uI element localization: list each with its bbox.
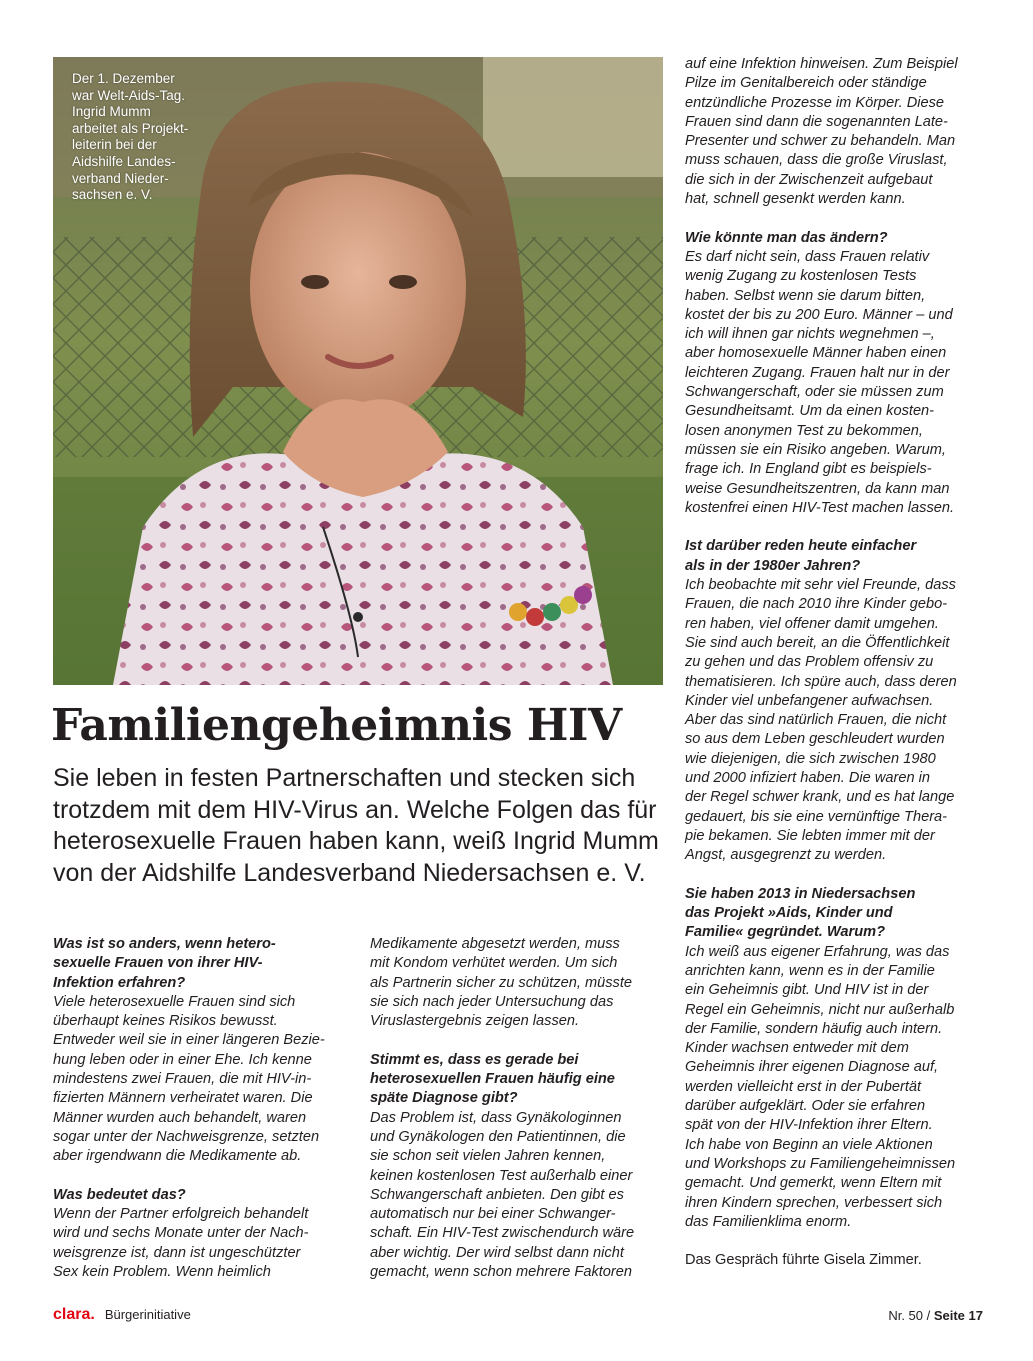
- interview-answer-line: werden vielleicht erst in der Pubertät: [685, 1078, 922, 1095]
- article-column-3: [685, 55, 985, 1271]
- interview-answer-line: hung leben oder in einer Ehe. Ich kenne: [53, 1051, 312, 1068]
- interview-answer-line: überhaupt keines Risikos bewusst.: [53, 1013, 278, 1030]
- interview-answer-line: leichteren Zugang. Frauen halt nur in der: [685, 364, 950, 381]
- interview-answer-line: Aber das sind natürlich Frauen, die nicht: [685, 712, 947, 729]
- caption-line: Ingrid Mumm: [72, 104, 151, 120]
- article-lede: [53, 763, 673, 889]
- interview-answer-line: die sich in der Zwischenzeit aufgebaut: [685, 171, 933, 188]
- interview-answer-line: wenig Zugang zu kostenlosen Tests: [685, 268, 917, 285]
- interview-answer-line: Gesundheitsamt. Um da einen kosten-: [685, 403, 935, 420]
- interview-answer-line: ein Geheimnis gibt. Und HIV ist in der: [685, 982, 929, 999]
- interview-answer-line: weise Gesundheitszentren, da kann man: [685, 480, 950, 497]
- interview-answer-line: darüber aufgeklärt. Oder sie erfahren: [685, 1098, 926, 1115]
- interview-answer-line: der Regel schwer krank, und es hat lange: [685, 789, 955, 806]
- interview-answer-line: Wenn der Partner erfolgreich behandelt: [53, 1206, 309, 1223]
- interview-answer-line: und 2000 infiziert haben. Die waren in: [685, 769, 931, 786]
- interview-question-line: Familie« gegründet. Warum?: [685, 924, 886, 941]
- interview-answer-line: Regel ein Geheimnis, nicht nur außerhalb: [685, 1001, 955, 1018]
- page-label: Seite 17: [933, 1308, 983, 1323]
- interview-answer-line: keinen kostenlosen Test außerhalb einer: [370, 1167, 633, 1184]
- interview-question-line: Wie könnte man das ändern?: [685, 229, 888, 246]
- interview-answer-line: Entweder weil sie in einer längeren Bezie-: [53, 1032, 325, 1049]
- interview-answer-line: Kinder wachsen entweder mit dem: [685, 1040, 909, 1057]
- interview-question-line: Infektion erfahren?: [53, 974, 186, 991]
- interview-answer-line: Viele heterosexuelle Frauen sind sich: [53, 993, 296, 1010]
- page-number: [888, 1308, 983, 1323]
- interview-answer-line: Männer wurden auch behandelt, waren: [53, 1109, 307, 1126]
- interview-answer-line: haben. Selbst wenn sie darum bitten,: [685, 287, 926, 304]
- caption-line: war Welt-Aids-Tag.: [72, 87, 186, 103]
- interview-answer-line: Ich weiß aus eigener Erfahrung, was das: [685, 943, 950, 960]
- issue-number: Nr. 50: [888, 1308, 923, 1323]
- caption-line: verband Nieder-: [72, 170, 169, 186]
- interview-answer-line: gemacht, wenn schon mehrere Faktoren: [370, 1264, 633, 1281]
- interview-answer-line: Geheimnis ihrer eigenen Diagnose auf,: [685, 1059, 939, 1076]
- interview-answer-line: schaft. Ein HIV-Test zwischendurch wäre: [370, 1225, 635, 1242]
- interview-answer-line: Angst, ausgegrenzt zu werden.: [685, 847, 887, 864]
- interview-question-line: sexuelle Frauen von ihrer HIV-: [53, 955, 263, 972]
- interview-answer-line: kostet der bis zu 200 Euro. Männer – und: [685, 306, 953, 323]
- interview-answer-line: müssen sie ein Risiko angeben. Warum,: [685, 441, 946, 458]
- interview-answer-line: Viruslastergebnis zeigen lassen.: [370, 1013, 580, 1030]
- interview-answer-line: das Familienklima enorm.: [685, 1213, 852, 1230]
- clara-logo: clara.: [53, 1306, 95, 1323]
- paragraph-spacer: [685, 1232, 985, 1251]
- interview-answer-line: spät von der HIV-Infektion ihrer Eltern.: [685, 1117, 933, 1134]
- caption-line: leiterin bei der: [72, 137, 157, 153]
- interview-question-line: späte Diagnose gibt?: [370, 1090, 518, 1107]
- lede-line: trotzdem mit dem HIV-Virus an. Welche Folgen das für: [53, 795, 657, 824]
- interview-answer-line: sie schon seit vielen Jahren kennen,: [370, 1148, 606, 1165]
- interview-answer-line: Schwangerschaft, oder sie müssen zum: [685, 384, 944, 401]
- paragraph-spacer: [370, 1031, 660, 1050]
- interview-question-line: heterosexuellen Frauen häufig eine: [370, 1071, 615, 1088]
- article-column-2: [370, 935, 660, 1282]
- interview-answer-line: Das Problem ist, dass Gynäkologinnen: [370, 1109, 622, 1126]
- interview-question-line: Was bedeutet das?: [53, 1186, 186, 1203]
- interview-answer-line: pie bekamen. Sie lebten immer mit der: [685, 827, 935, 844]
- interview-answer-line: muss schauen, dass die große Viruslast,: [685, 152, 948, 169]
- interview-answer-line: Kinder viel unbefangener aufwachsen.: [685, 692, 934, 709]
- photo-caption: [72, 71, 222, 204]
- interview-answer-line: losen anonymen Test zu bekommen,: [685, 422, 923, 439]
- paragraph-spacer: [685, 518, 985, 537]
- interview-answer-line: sogar unter der Nachweisgrenze, setzten: [53, 1128, 320, 1145]
- interview-answer-line: Sex kein Problem. Wenn heimlich: [53, 1264, 271, 1281]
- caption-line: Aidshilfe Landes-: [72, 153, 176, 169]
- article-column-1: [53, 935, 343, 1282]
- interview-answer-line: Schwangerschaft anbieten. Den gibt es: [370, 1186, 624, 1203]
- interview-answer-line: als Partnerin sicher zu schützen, müsste: [370, 974, 632, 991]
- interview-answer-line: mit Kondom verhütet werden. Um sich: [370, 955, 618, 972]
- interview-answer-line: und Workshops zu Familiengeheimnissen: [685, 1155, 956, 1172]
- interview-answer-line: automatisch nur bei einer Schwanger-: [370, 1206, 616, 1223]
- interview-answer-line: hat, schnell gesenkt werden kann.: [685, 191, 906, 208]
- portrait-photo: [53, 57, 663, 685]
- interview-question-line: Was ist so anders, wenn hetero-: [53, 936, 276, 952]
- interview-answer-line: gemacht. Und gemerkt, wenn Eltern mit: [685, 1175, 942, 1192]
- interview-answer-line: thematisieren. Ich spüre auch, dass deren: [685, 673, 957, 690]
- lede-line: Sie leben in festen Partnerschaften und stecken sich: [53, 764, 636, 792]
- interview-answer-line: Presenter und schwer zu behandeln. Man: [685, 133, 956, 150]
- interview-answer-line: wie diejenigen, die sich zwischen 1980: [685, 750, 936, 767]
- interview-answer-line: mindestens zwei Frauen, die mit HIV-in-: [53, 1071, 312, 1088]
- interview-answer-line: aber homosexuelle Männer haben einen: [685, 345, 947, 362]
- interview-question-line: Stimmt es, dass es gerade bei: [370, 1051, 579, 1068]
- lede-line: von der Aidshilfe Landesverband Niedersachsen e. V.: [53, 858, 646, 887]
- paragraph-spacer: [685, 865, 985, 884]
- interview-answer-line: ren haben, viel offener damit umgehen.: [685, 615, 939, 632]
- interview-answer-line: so aus dem Leben geschleudert wurden: [685, 731, 945, 748]
- interview-question-line: Sie haben 2013 in Niedersachsen: [685, 885, 916, 902]
- interview-answer-line: Ich beobachte mit sehr viel Freunde, dass: [685, 577, 956, 594]
- interview-answer-line: Sie sind auch bereit, an die Öffentlichkeit: [685, 634, 950, 651]
- section-label: Bürgerinitiative: [104, 1307, 191, 1322]
- interview-answer-line: und Gynäkologen den Patientinnen, die: [370, 1128, 626, 1145]
- interview-answer-line: der Familie, sondern häufig auch intern.: [685, 1020, 943, 1037]
- interview-answer-line: fizierten Männern verheiratet waren. Die: [53, 1090, 313, 1107]
- caption-line: arbeitet als Projekt-: [72, 120, 189, 136]
- interview-answer-line: weisgrenze ist, dann ist ungeschützter: [53, 1244, 301, 1261]
- interview-answer-line: anrichten kann, wenn es in der Familie: [685, 962, 935, 979]
- interview-answer-line: sie sich nach jeder Untersuchung das: [370, 993, 614, 1010]
- interview-answer-line: auf eine Infektion hinweisen. Zum Beispiel: [685, 56, 958, 72]
- page-separator: /: [923, 1308, 934, 1323]
- interview-question-line: Ist darüber reden heute einfacher: [685, 538, 917, 555]
- interview-answer-line: entzündliche Prozesse im Körper. Diese: [685, 94, 945, 111]
- paragraph-spacer: [53, 1167, 343, 1186]
- interview-answer-line: kostenfrei einen HIV-Test machen lassen.: [685, 499, 955, 516]
- interview-answer-line: Frauen sind dann die sogenannten Late-: [685, 113, 948, 130]
- article-title: Familiengeheimnis HIV: [51, 700, 622, 751]
- interview-answer-line: ihren Kindern sprechen, verbessert sich: [685, 1194, 943, 1211]
- caption-line: sachsen e. V.: [72, 187, 153, 203]
- interview-answer-line: Medikamente abgesetzt werden, muss: [370, 936, 620, 952]
- interview-answer-line: ich will ihnen gar nichts wegnehmen –,: [685, 326, 935, 343]
- caption-line: Der 1. Dezember: [72, 71, 175, 86]
- interview-question-line: das Projekt »Aids, Kinder und: [685, 905, 893, 922]
- footer-branding: [53, 1306, 191, 1324]
- interview-answer-line: frage ich. In England gibt es beispiels-: [685, 461, 932, 478]
- interview-answer-line: gedauert, bis sie eine vernünftige Thera-: [685, 808, 948, 825]
- interview-answer-line: wird und sechs Monate unter der Nach-: [53, 1225, 309, 1242]
- interview-answer-line: Ich habe von Beginn an viele Aktionen: [685, 1136, 933, 1153]
- interview-answer-line: Frauen, die nach 2010 ihre Kinder gebo-: [685, 596, 948, 613]
- interview-answer-line: Pilze im Genitalbereich oder ständige: [685, 75, 927, 92]
- paragraph-spacer: [685, 209, 985, 228]
- interview-answer-line: Es darf nicht sein, dass Frauen relativ: [685, 248, 930, 265]
- interview-answer-line: aber irgendwann die Medikamente ab.: [53, 1148, 302, 1165]
- interview-credit: Das Gespräch führte Gisela Zimmer.: [685, 1252, 922, 1269]
- interview-question-line: als in der 1980er Jahren?: [685, 557, 861, 574]
- lede-line: heterosexuelle Frauen haben kann, weiß Ingrid Mumm: [53, 827, 659, 855]
- interview-answer-line: zu gehen und das Problem offensiv zu: [685, 654, 934, 671]
- interview-answer-line: aber wichtig. Der wird selbst dann nicht: [370, 1244, 624, 1261]
